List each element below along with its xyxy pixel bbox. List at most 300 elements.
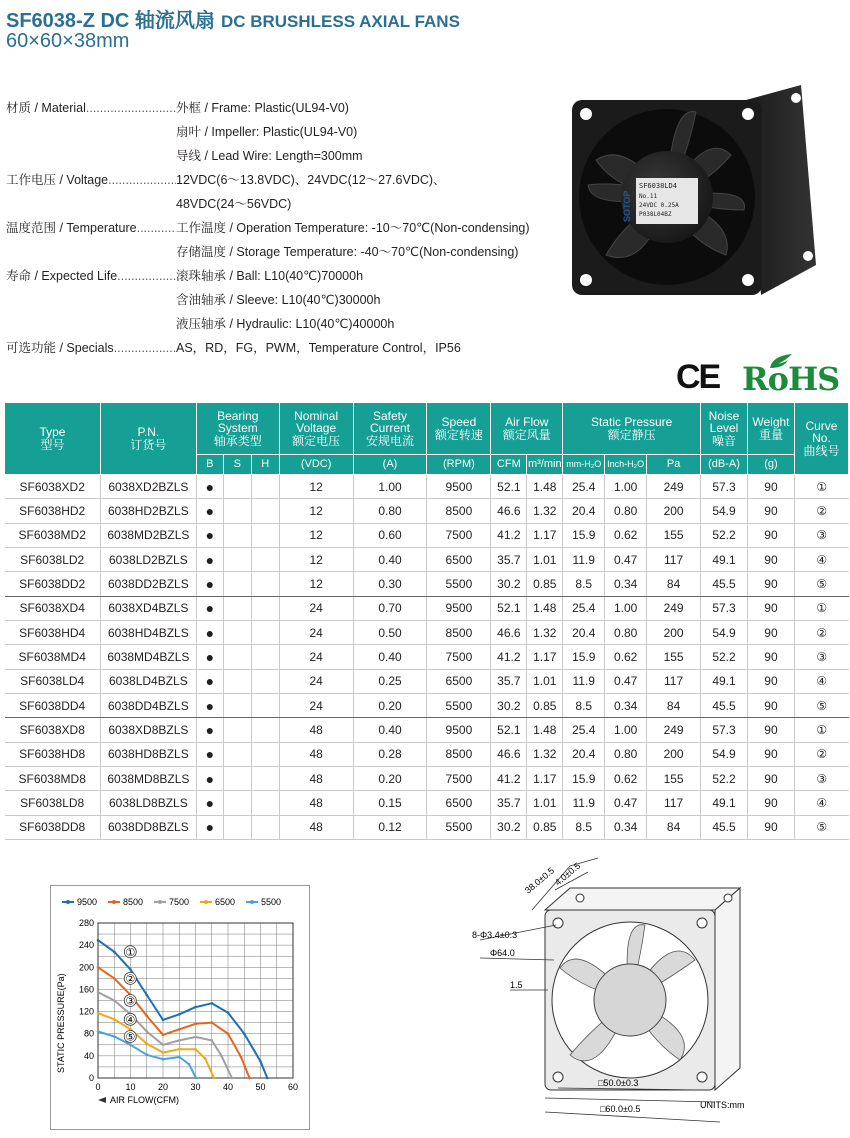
table-cell: ● bbox=[196, 694, 223, 718]
table-row bbox=[5, 645, 849, 669]
dim-frame: □60.0±0.5 bbox=[600, 1104, 641, 1114]
unit-a: (A) bbox=[353, 455, 427, 475]
table-cell: SF6038LD8 bbox=[5, 791, 101, 815]
table-cell: 6038DD2BZLS bbox=[100, 572, 196, 596]
table-cell: 45.5 bbox=[701, 572, 748, 596]
spec-value: 导线 / Lead Wire: Length=300mm bbox=[176, 149, 363, 163]
table-cell: 35.7 bbox=[491, 791, 527, 815]
data-point bbox=[194, 1036, 197, 1039]
table-cell: 12 bbox=[279, 548, 353, 572]
spec-value: 48VDC(24～56VDC) bbox=[176, 197, 292, 211]
table-cell: 49.1 bbox=[701, 791, 748, 815]
table-cell bbox=[251, 767, 279, 791]
table-cell: ● bbox=[196, 669, 223, 693]
table-cell: 0.20 bbox=[353, 694, 427, 718]
model-table bbox=[4, 402, 849, 840]
table-cell: 6500 bbox=[427, 791, 491, 815]
table-cell: 200 bbox=[647, 499, 701, 523]
table-cell: ● bbox=[196, 815, 223, 839]
table-cell: 52.2 bbox=[701, 645, 748, 669]
table-cell: ① bbox=[794, 718, 848, 742]
data-point bbox=[248, 1077, 251, 1080]
table-cell: 20.4 bbox=[563, 621, 605, 645]
table-cell: 24 bbox=[279, 694, 353, 718]
y-tick-label: 280 bbox=[78, 918, 94, 928]
table-cell bbox=[251, 596, 279, 620]
table-cell: 12 bbox=[279, 499, 353, 523]
table-cell: SF6038HD4 bbox=[5, 621, 101, 645]
table-cell: 6038HD2BZLS bbox=[100, 499, 196, 523]
table-cell: 0.62 bbox=[605, 523, 647, 547]
table-cell: SF6038LD4 bbox=[5, 669, 101, 693]
table-cell: SF6038HD8 bbox=[5, 742, 101, 766]
product-title bbox=[6, 4, 460, 33]
unit-cfm: CFM bbox=[491, 455, 527, 475]
table-cell: 1.17 bbox=[527, 523, 563, 547]
title-en: DC BRUSHLESS AXIAL FANS bbox=[220, 12, 460, 31]
col-speed: Speed 额定转速 bbox=[427, 403, 491, 455]
data-point bbox=[97, 966, 100, 969]
table-cell: 6038XD8BZLS bbox=[100, 718, 196, 742]
table-cell: 9500 bbox=[427, 596, 491, 620]
pq-curve-chart bbox=[50, 885, 310, 1130]
data-point bbox=[194, 1023, 197, 1026]
table-cell: 1.48 bbox=[527, 596, 563, 620]
table-cell: 6500 bbox=[427, 669, 491, 693]
table-cell: 90 bbox=[747, 548, 794, 572]
table-row bbox=[5, 596, 849, 620]
data-point bbox=[113, 951, 116, 954]
data-point bbox=[146, 1042, 149, 1045]
unit-pa: Pa bbox=[647, 455, 701, 475]
data-point bbox=[231, 1077, 234, 1080]
data-point bbox=[97, 991, 100, 994]
spec-value: 存储温度 / Storage Temperature: -40～70℃(Non-condensing) bbox=[176, 245, 519, 259]
table-cell: ③ bbox=[794, 767, 848, 791]
table-cell: 52.1 bbox=[491, 596, 527, 620]
table-cell: 6038MD8BZLS bbox=[100, 767, 196, 791]
unit-vdc: (VDC) bbox=[279, 455, 353, 475]
data-point bbox=[178, 1039, 181, 1042]
table-cell: ● bbox=[196, 742, 223, 766]
table-cell: ● bbox=[196, 475, 223, 499]
legend-marker bbox=[112, 900, 116, 904]
data-point bbox=[146, 994, 149, 997]
table-cell: ④ bbox=[794, 791, 848, 815]
table-cell bbox=[223, 718, 251, 742]
table-cell: 0.34 bbox=[605, 572, 647, 596]
table-cell: 0.15 bbox=[353, 791, 427, 815]
table-cell: ● bbox=[196, 499, 223, 523]
table-cell: 12 bbox=[279, 475, 353, 499]
spec-value: 扇叶 / Impeller: Plastic(UL94-V0) bbox=[176, 125, 358, 139]
table-cell: 8.5 bbox=[563, 815, 605, 839]
table-cell: 35.7 bbox=[491, 548, 527, 572]
data-point bbox=[162, 1044, 165, 1047]
spec-label: 可选功能 / Specials ..... bbox=[6, 336, 176, 360]
table-cell: ① bbox=[794, 475, 848, 499]
curve-number-label: ② bbox=[125, 972, 136, 986]
table-cell: 1.48 bbox=[527, 475, 563, 499]
table-cell: 0.62 bbox=[605, 645, 647, 669]
table-cell: 1.32 bbox=[527, 742, 563, 766]
table-cell: 0.34 bbox=[605, 694, 647, 718]
table-cell: 8.5 bbox=[563, 572, 605, 596]
table-cell bbox=[223, 572, 251, 596]
data-point bbox=[162, 1051, 165, 1054]
table-cell: 8500 bbox=[427, 621, 491, 645]
data-point bbox=[178, 1028, 181, 1031]
table-cell bbox=[251, 815, 279, 839]
data-point bbox=[188, 1063, 191, 1066]
dim-venturi: Φ64.0 bbox=[490, 948, 515, 958]
table-cell: 1.17 bbox=[527, 645, 563, 669]
table-cell bbox=[251, 645, 279, 669]
y-tick-label: 120 bbox=[78, 1006, 94, 1017]
unit-rpm: (RPM) bbox=[427, 455, 491, 475]
table-cell: 249 bbox=[647, 596, 701, 620]
table-cell: 5500 bbox=[427, 572, 491, 596]
table-cell: 0.28 bbox=[353, 742, 427, 766]
table-cell: ② bbox=[794, 621, 848, 645]
table-cell: 117 bbox=[647, 791, 701, 815]
table-cell: 90 bbox=[747, 767, 794, 791]
col-voltage: Nominal Voltage 额定电压 bbox=[279, 403, 353, 455]
table-cell bbox=[223, 694, 251, 718]
table-cell: ④ bbox=[794, 669, 848, 693]
table-cell: 24 bbox=[279, 669, 353, 693]
table-cell: 48 bbox=[279, 767, 353, 791]
table-cell: 90 bbox=[747, 596, 794, 620]
spec-label: 材质 / Material ..... bbox=[6, 96, 176, 120]
table-cell: 20.4 bbox=[563, 742, 605, 766]
product-dimensions: 60×60×38mm bbox=[6, 30, 130, 52]
table-cell: ② bbox=[794, 499, 848, 523]
table-cell: 1.00 bbox=[605, 596, 647, 620]
y-tick-label: 40 bbox=[83, 1050, 94, 1061]
x-tick-label: 40 bbox=[222, 1082, 234, 1092]
x-tick-label: 30 bbox=[190, 1082, 201, 1092]
table-cell: 155 bbox=[647, 523, 701, 547]
col-pressure: Static Pressure 额定静压 bbox=[563, 403, 701, 455]
table-cell: 46.6 bbox=[491, 621, 527, 645]
fan-photo bbox=[566, 80, 836, 320]
table-cell: ● bbox=[196, 572, 223, 596]
table-cell: 6038LD4BZLS bbox=[100, 669, 196, 693]
x-tick-label: 60 bbox=[287, 1082, 299, 1092]
table-cell bbox=[251, 572, 279, 596]
table-cell: 1.32 bbox=[527, 499, 563, 523]
data-point bbox=[194, 1006, 197, 1009]
table-cell: 0.40 bbox=[353, 548, 427, 572]
table-cell: SF6038MD8 bbox=[5, 767, 101, 791]
table-cell: SF6038MD2 bbox=[5, 523, 101, 547]
spec-value: 工作温度 / Operation Temperature: -10～70℃(Non-condensing) bbox=[176, 221, 530, 235]
table-row bbox=[5, 718, 849, 742]
table-cell bbox=[223, 645, 251, 669]
table-cell: 1.01 bbox=[527, 791, 563, 815]
table-cell: 9500 bbox=[427, 475, 491, 499]
table-cell: 0.85 bbox=[527, 815, 563, 839]
table-cell: 7500 bbox=[427, 523, 491, 547]
x-tick-label: 10 bbox=[125, 1082, 136, 1092]
table-cell bbox=[223, 791, 251, 815]
table-cell bbox=[223, 499, 251, 523]
table-cell: 54.9 bbox=[701, 742, 748, 766]
table-cell: 48 bbox=[279, 718, 353, 742]
table-cell: 41.2 bbox=[491, 767, 527, 791]
table-cell: 0.85 bbox=[527, 572, 563, 596]
table-cell bbox=[223, 621, 251, 645]
table-cell: ● bbox=[196, 548, 223, 572]
table-cell bbox=[251, 718, 279, 742]
table-cell bbox=[251, 621, 279, 645]
table-cell: 7500 bbox=[427, 767, 491, 791]
table-cell: 0.40 bbox=[353, 645, 427, 669]
table-cell: 90 bbox=[747, 791, 794, 815]
table-cell: 6038XD4BZLS bbox=[100, 596, 196, 620]
data-point bbox=[266, 1077, 269, 1080]
title-cn: SF6038-Z DC 轴流风扇 bbox=[6, 10, 215, 32]
legend-marker bbox=[158, 900, 162, 904]
dim-holes: 8-Φ3.4±0.3 bbox=[472, 930, 518, 940]
data-point bbox=[146, 1015, 149, 1018]
data-point bbox=[113, 977, 116, 980]
data-point bbox=[211, 1002, 214, 1005]
table-cell bbox=[223, 815, 251, 839]
table-cell: ● bbox=[196, 718, 223, 742]
table-cell bbox=[251, 694, 279, 718]
table-cell: 84 bbox=[647, 694, 701, 718]
table-cell: 12 bbox=[279, 572, 353, 596]
table-row bbox=[5, 499, 849, 523]
photo-label-line: 24VDC 0.25A bbox=[639, 202, 679, 209]
table-cell: 9500 bbox=[427, 718, 491, 742]
data-point bbox=[146, 1030, 149, 1033]
table-cell: 117 bbox=[647, 669, 701, 693]
table-cell: 11.9 bbox=[563, 548, 605, 572]
table-cell: 1.00 bbox=[353, 475, 427, 499]
units-label: UNITS:mm bbox=[700, 1100, 745, 1110]
curve-number-label: ③ bbox=[125, 994, 136, 1008]
spec-value: 液压轴承 / Hydraulic: L10(40℃)40000h bbox=[176, 317, 395, 331]
table-cell: SF6038MD4 bbox=[5, 645, 101, 669]
table-cell: ② bbox=[794, 742, 848, 766]
table-cell: ④ bbox=[794, 548, 848, 572]
table-cell: 15.9 bbox=[563, 645, 605, 669]
table-cell: SF6038DD4 bbox=[5, 694, 101, 718]
table-row bbox=[5, 621, 849, 645]
table-cell: 52.1 bbox=[491, 718, 527, 742]
table-cell: 90 bbox=[747, 499, 794, 523]
legend-marker bbox=[204, 900, 208, 904]
table-cell: 0.85 bbox=[527, 694, 563, 718]
table-cell: 90 bbox=[747, 669, 794, 693]
table-cell bbox=[251, 523, 279, 547]
col-bearing: Bearing System 轴承类型 bbox=[196, 403, 279, 455]
data-point bbox=[162, 1019, 165, 1022]
table-cell: ● bbox=[196, 645, 223, 669]
table-cell: ⑤ bbox=[794, 815, 848, 839]
table-cell: 41.2 bbox=[491, 645, 527, 669]
curve-number-label: ① bbox=[125, 945, 136, 959]
table-cell bbox=[223, 767, 251, 791]
table-cell: 0.40 bbox=[353, 718, 427, 742]
table-cell: ① bbox=[794, 596, 848, 620]
table-cell: 49.1 bbox=[701, 548, 748, 572]
spec-value: 含油轴承 / Sleeve: L10(40℃)30000h bbox=[176, 293, 381, 307]
table-cell: 49.1 bbox=[701, 669, 748, 693]
table-cell: 11.9 bbox=[563, 669, 605, 693]
table-cell: 249 bbox=[647, 718, 701, 742]
dim-flange: 4.0±0.5 bbox=[552, 860, 583, 888]
table-cell: 48 bbox=[279, 815, 353, 839]
table-cell: 0.20 bbox=[353, 767, 427, 791]
table-cell: 0.47 bbox=[605, 791, 647, 815]
dim-depth: 38.0±0.5 bbox=[522, 865, 557, 896]
legend-label: 9500 bbox=[77, 897, 98, 907]
x-tick-label: 0 bbox=[95, 1082, 101, 1092]
table-cell: 52.2 bbox=[701, 767, 748, 791]
table-cell: 200 bbox=[647, 621, 701, 645]
photo-label-line: SF6038LD4 bbox=[639, 182, 677, 190]
table-cell: SF6038DD8 bbox=[5, 815, 101, 839]
unit-m3: m³/min bbox=[527, 455, 563, 475]
table-cell: 6038MD4BZLS bbox=[100, 645, 196, 669]
unit-g: (g) bbox=[747, 455, 794, 475]
legend-label: 8500 bbox=[123, 897, 144, 907]
table-cell: 48 bbox=[279, 791, 353, 815]
sub-h: H bbox=[251, 455, 279, 475]
data-point bbox=[194, 1048, 197, 1051]
table-cell: 7500 bbox=[427, 645, 491, 669]
table-cell: 1.32 bbox=[527, 621, 563, 645]
table-cell: 90 bbox=[747, 718, 794, 742]
table-cell: 0.80 bbox=[605, 742, 647, 766]
table-cell: 45.5 bbox=[701, 694, 748, 718]
table-cell: 6038DD4BZLS bbox=[100, 694, 196, 718]
table-cell: 6038HD8BZLS bbox=[100, 742, 196, 766]
table-cell bbox=[251, 791, 279, 815]
legend-marker bbox=[66, 900, 70, 904]
table-cell: 8.5 bbox=[563, 694, 605, 718]
spec-specials bbox=[6, 336, 566, 360]
col-noise: Noise Level 噪音 bbox=[701, 403, 748, 455]
col-pn: P.N. 订货号 bbox=[100, 403, 196, 475]
table-cell: 24 bbox=[279, 596, 353, 620]
table-cell bbox=[251, 742, 279, 766]
table-cell bbox=[251, 475, 279, 499]
table-cell: 15.9 bbox=[563, 523, 605, 547]
col-airflow: Air Flow 额定风量 bbox=[491, 403, 563, 455]
table-cell: 35.7 bbox=[491, 669, 527, 693]
table-cell: 25.4 bbox=[563, 596, 605, 620]
y-tick-label: 240 bbox=[78, 940, 94, 951]
table-cell: SF6038XD4 bbox=[5, 596, 101, 620]
table-cell bbox=[223, 669, 251, 693]
table-row bbox=[5, 791, 849, 815]
data-point bbox=[113, 1018, 116, 1021]
table-cell: 90 bbox=[747, 572, 794, 596]
x-tick-label: 50 bbox=[255, 1082, 266, 1092]
table-cell: 12 bbox=[279, 523, 353, 547]
table-cell: 84 bbox=[647, 815, 701, 839]
table-cell: 0.80 bbox=[353, 499, 427, 523]
data-point bbox=[129, 1044, 132, 1047]
table-cell: 90 bbox=[747, 645, 794, 669]
spec-value: 外框 / Frame: Plastic(UL94-V0) bbox=[176, 101, 349, 115]
data-point bbox=[213, 1077, 216, 1080]
y-tick-label: 80 bbox=[83, 1028, 94, 1039]
col-type: Type 型号 bbox=[5, 403, 101, 475]
dim-rib: 1.5 bbox=[510, 980, 523, 990]
spec-label: 温度范围 / Temperature ..... bbox=[6, 216, 176, 240]
table-cell bbox=[251, 669, 279, 693]
table-cell: 52.2 bbox=[701, 523, 748, 547]
data-point bbox=[97, 939, 100, 942]
data-point bbox=[204, 1057, 207, 1060]
table-cell: ● bbox=[196, 767, 223, 791]
table-cell: SF6038XD2 bbox=[5, 475, 101, 499]
table-cell: 46.6 bbox=[491, 499, 527, 523]
table-cell: ● bbox=[196, 523, 223, 547]
table-cell: 1.17 bbox=[527, 767, 563, 791]
table-cell: ● bbox=[196, 621, 223, 645]
col-current: Safety Current 安规电流 bbox=[353, 403, 427, 455]
table-cell: SF6038HD2 bbox=[5, 499, 101, 523]
table-cell: 24 bbox=[279, 645, 353, 669]
table-cell: 155 bbox=[647, 767, 701, 791]
legend-label: 5500 bbox=[261, 897, 282, 907]
table-cell: 0.70 bbox=[353, 596, 427, 620]
y-tick-label: 160 bbox=[78, 984, 94, 995]
table-cell: ● bbox=[196, 596, 223, 620]
table-cell: 5500 bbox=[427, 815, 491, 839]
data-point bbox=[113, 1035, 116, 1038]
table-cell: 0.60 bbox=[353, 523, 427, 547]
model-table-body bbox=[5, 475, 849, 840]
table-row bbox=[5, 475, 849, 499]
table-cell: 1.01 bbox=[527, 669, 563, 693]
data-point bbox=[220, 1055, 223, 1058]
table-cell: 6038DD8BZLS bbox=[100, 815, 196, 839]
data-point bbox=[227, 1011, 230, 1014]
table-cell: 1.01 bbox=[527, 548, 563, 572]
table-cell: 0.30 bbox=[353, 572, 427, 596]
table-row bbox=[5, 742, 849, 766]
data-point bbox=[240, 1056, 243, 1059]
table-cell: ● bbox=[196, 791, 223, 815]
data-point bbox=[243, 1032, 246, 1035]
table-cell: 52.1 bbox=[491, 475, 527, 499]
table-cell: ③ bbox=[794, 645, 848, 669]
table-cell: 20.4 bbox=[563, 499, 605, 523]
table-cell: 90 bbox=[747, 621, 794, 645]
sub-s: S bbox=[223, 455, 251, 475]
data-point bbox=[178, 1048, 181, 1051]
table-cell: 30.2 bbox=[491, 572, 527, 596]
spec-value: AS，RD，FG，PWM，Temperature Control，IP56 bbox=[176, 341, 461, 355]
table-cell: 249 bbox=[647, 475, 701, 499]
photo-brand: SOTOP bbox=[622, 190, 632, 222]
table-cell: SF6038DD2 bbox=[5, 572, 101, 596]
table-cell: 30.2 bbox=[491, 694, 527, 718]
photo-label-line: No.11 bbox=[639, 193, 658, 200]
table-cell: SF6038XD8 bbox=[5, 718, 101, 742]
table-cell: ③ bbox=[794, 523, 848, 547]
x-tick-label: 20 bbox=[157, 1082, 169, 1092]
data-point bbox=[97, 1030, 100, 1033]
